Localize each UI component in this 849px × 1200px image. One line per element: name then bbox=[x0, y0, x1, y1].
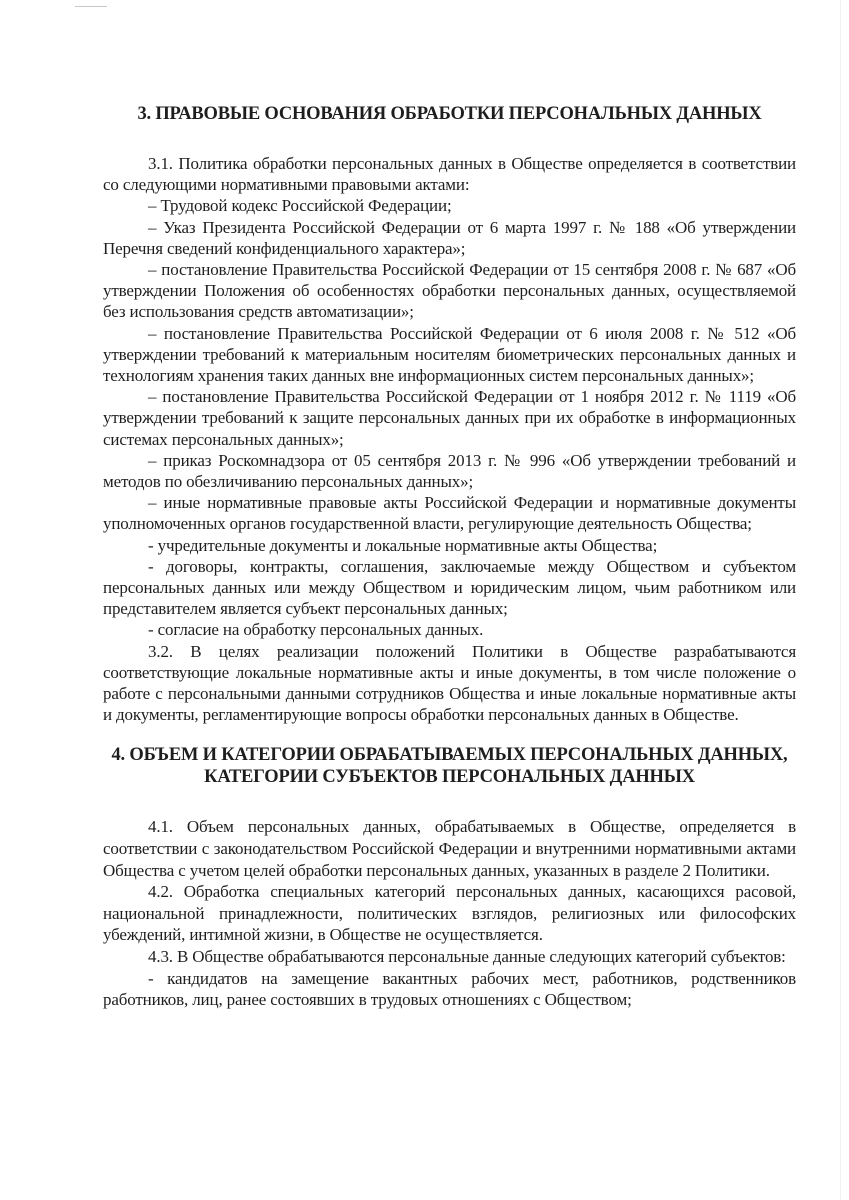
paragraph-4-3: 4.3. В Обществе обрабатываются персональные данные следующих категорий субъектов: bbox=[148, 947, 786, 967]
list-item-presidential-decree-188: – Указ Президента Российской Федерации от 6 марта 1997 г. № 188 «Об утверждении Перечня сведений конфиденциального характера»; bbox=[103, 217, 796, 258]
paragraph-3-2: 3.2. В целях реализации положений Политики в Обществе разрабатываются соответствующие локальные нормативные акты и иные документы, в том числе положение о работе с персональными данными сотрудников Общества и иные локальные нормативные акты и документы, регламентирующие вопросы обработки персональных данных в Обществе. bbox=[103, 641, 796, 725]
scan-artifact-mark bbox=[75, 6, 107, 7]
list-item-candidates: - кандидатов на замещение вакантных рабочих мест, работников, родственников работников, лиц, ранее состоявших в трудовых отношениях с Обществом; bbox=[103, 968, 796, 1010]
section-4-heading-line-2: КАТЕГОРИИ СУБЪЕКТОВ ПЕРСОНАЛЬНЫХ ДАННЫХ bbox=[204, 767, 695, 788]
scan-page-edge bbox=[840, 0, 841, 1200]
list-item-resolution-1119: – постановление Правительства Российской Федерации от 1 ноября 2012 г. № 1119 «Об утверждении требований к защите персональных данных при их обработке в информационных системах персональных данных»; bbox=[103, 387, 796, 449]
list-item-constituent-documents: - учредительные документы и локальные нормативные акты Общества; bbox=[148, 535, 658, 555]
section-3-heading: 3. ПРАВОВЫЕ ОСНОВАНИЯ ОБРАБОТКИ ПЕРСОНАЛЬНЫХ ДАННЫХ bbox=[137, 104, 762, 124]
list-item-other-acts: – иные нормативные правовые акты Российской Федерации и нормативные документы уполномоченных органов государственной власти, регулирующие деятельность Общества; bbox=[103, 493, 796, 534]
section-4-heading-line-1: 4. ОБЪЕМ И КАТЕГОРИИ ОБРАБАТЫВАЕМЫХ ПЕРСОНАЛЬНЫХ ДАННЫХ, bbox=[111, 745, 788, 766]
list-item-resolution-512: – постановление Правительства Российской Федерации от 6 июля 2008 г. № 512 «Об утверждении требований к материальным носителям биометрических персональных данных и технологиям хранения таких данных вне информационных систем персональных данных»; bbox=[103, 323, 796, 386]
paragraph-3-1: 3.1. Политика обработки персональных данных в Обществе определяется в соответствии со следующими нормативными правовыми актами: bbox=[103, 154, 796, 195]
paragraph-4-2: 4.2. Обработка специальных категорий персональных данных, касающихся расовой, национальной принадлежности, политических взглядов, религиозных или философских убеждений, интимной жизни, в Обществе не осуществляется. bbox=[103, 882, 796, 945]
list-item-resolution-687: – постановление Правительства Российской Федерации от 15 сентября 2008 г. № 687 «Об утверждении Положения об особенностях обработки персональных данных, осуществляемой без использования средств автоматизации»; bbox=[103, 260, 796, 322]
section-4-body bbox=[103, 816, 796, 1010]
list-item-labor-code: – Трудовой кодекс Российской Федерации; bbox=[148, 196, 452, 216]
list-item-order-996: – приказ Роскомнадзора от 05 сентября 2013 г. № 996 «Об утверждении требований и методов по обезличиванию персональных данных»; bbox=[103, 450, 796, 492]
section-3-body bbox=[103, 153, 796, 725]
list-item-consent: - согласие на обработку персональных данных. bbox=[148, 620, 484, 640]
paragraph-4-1: 4.1. Объем персональных данных, обрабатываемых в Обществе, определяется в соответствии с законодательством Российской Федерации и внутренними нормативными актами Общества с учетом целей обработки персональных данных, указанных в разделе 2 Политики. bbox=[103, 817, 796, 880]
document-page bbox=[103, 103, 796, 1011]
section-4-heading bbox=[103, 744, 796, 788]
list-item-contracts: - договоры, контракты, соглашения, заключаемые между Обществом и субъектом персональных данных или между Обществом и юридическим лицом, чьим работником или представителем является субъект персональных данных; bbox=[103, 556, 796, 619]
